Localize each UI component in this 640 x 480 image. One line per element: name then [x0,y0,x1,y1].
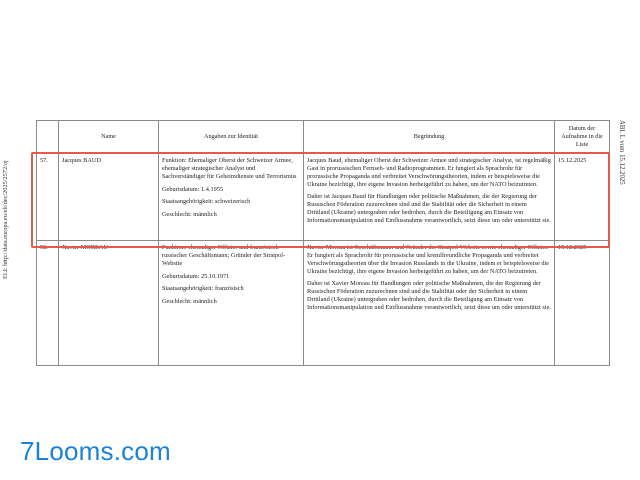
identity-nationality: Staatsangehörigkeit: schweizerisch [162,198,251,206]
sanctions-table [36,120,610,366]
entry-listing-date: 15.12.2025 [555,241,610,366]
header-identity: Angaben zur Identität [159,121,304,154]
entry-identity [159,154,304,241]
entry-name: Xavier MOREAU [59,241,159,366]
identity-gender: Geschlecht: männlich [162,298,217,306]
table-row [37,241,610,366]
identity-birthdate: Geburtsdatum: 25.10.1971 [162,272,230,280]
reasons-paragraph: Daher ist Jacques Baud für Handlungen oder politische Maßnahmen, die der Regierung der Russischen Föderation zuzurechnen sind und die Stabilität oder die Sicherheit in einem Drittland (Ukraine) untergraben oder bedrohen, durch die Beteiligung am Einsatz von Informationsmanipulation und Einflussnahme verantwortlich, setzt diese um oder unterstützt sie. [307,193,551,225]
identity-nationality: Staatsangehörigkeit: französisch [162,285,244,293]
document-page [36,120,608,378]
reasons-paragraph: Daher ist Xavier Moreau für Handlungen oder politische Maßnahmen, die der Regierung der Russischen Föderation zuzurechnen sind und die Stabilität oder der Sicherheit in einem Drittland (Ukraine) untergraben oder bedrohen, durch die Beteiligung am Einsatz von Informationsmanipulation und Einflussnahme verantwortlich, setzt diese um oder unterstützt sie. [307,280,551,312]
table-row [37,154,610,241]
identity-gender: Geschlecht: männlich [162,211,217,219]
entry-listing-date: 15.12.2025 [555,154,610,241]
eli-url: ELI: http://data.europa.eu/eli/dec/2025/2572/oj [2,160,9,280]
identity-function: Funktion: ehemaliger Offizier und französisch-russischer Geschäftsmann; Gründer der Stratpol-Website [162,244,286,267]
watermark: 7Looms.com [20,436,171,466]
header-number [37,121,59,154]
identity-birthdate: Geburtsdatum: 1.4.1955 [162,185,224,193]
header-name: Name [59,121,159,154]
entry-number: 57. [37,154,59,241]
reasons-paragraph: Jacques Baud, ehemaliger Oberst der Schweizer Armee und strategischer Analyst, ist regelmäßig Gast in prorussischen Fernseh- und Radioprogrammen. Er fungiert als Sprachrohr für prorussische Propaganda und verbreitet Verschwörungstheorien, indem er beispielsweise die Ukraine bezichtigt, ihre eigene Invasion herbeigeführt zu haben, um der NATO beizutreten. [307,157,551,188]
entry-number: 58. [37,241,59,366]
entry-name: Jacques BAUD [59,154,159,241]
identity-function: Funktion: Ehemaliger Oberst der Schweizer Armee, ehemaliger strategischer Analyst und Sachverständiger für Geheimdienste und Terrorismus [162,157,297,180]
entry-identity [159,241,304,366]
table-header-row [37,121,610,154]
entry-reasons [304,241,555,366]
entry-reasons [304,154,555,241]
reasons-paragraph: Xavier Moreau ist Geschäftsmann und Gründer der Stratpol-Website sowie ehemaliger Offizier. Er fungiert als Sprachrohr für prorussische und kremlfreundliche Propaganda und verbreitet Verschwörungstheorien über die Invasion Russlands in die Ukraine, indem er beispielsweise die Ukraine bezichtigt, ihre eigene Invasion herbeigeführt zu haben, um der NATO beizutreten. [307,244,550,275]
header-reasons: Begründung [304,121,555,154]
journal-reference: ABl. L vom 15.12.2025 [618,120,625,185]
header-listing-date: Datum der Aufnahme in die Liste [555,121,610,154]
